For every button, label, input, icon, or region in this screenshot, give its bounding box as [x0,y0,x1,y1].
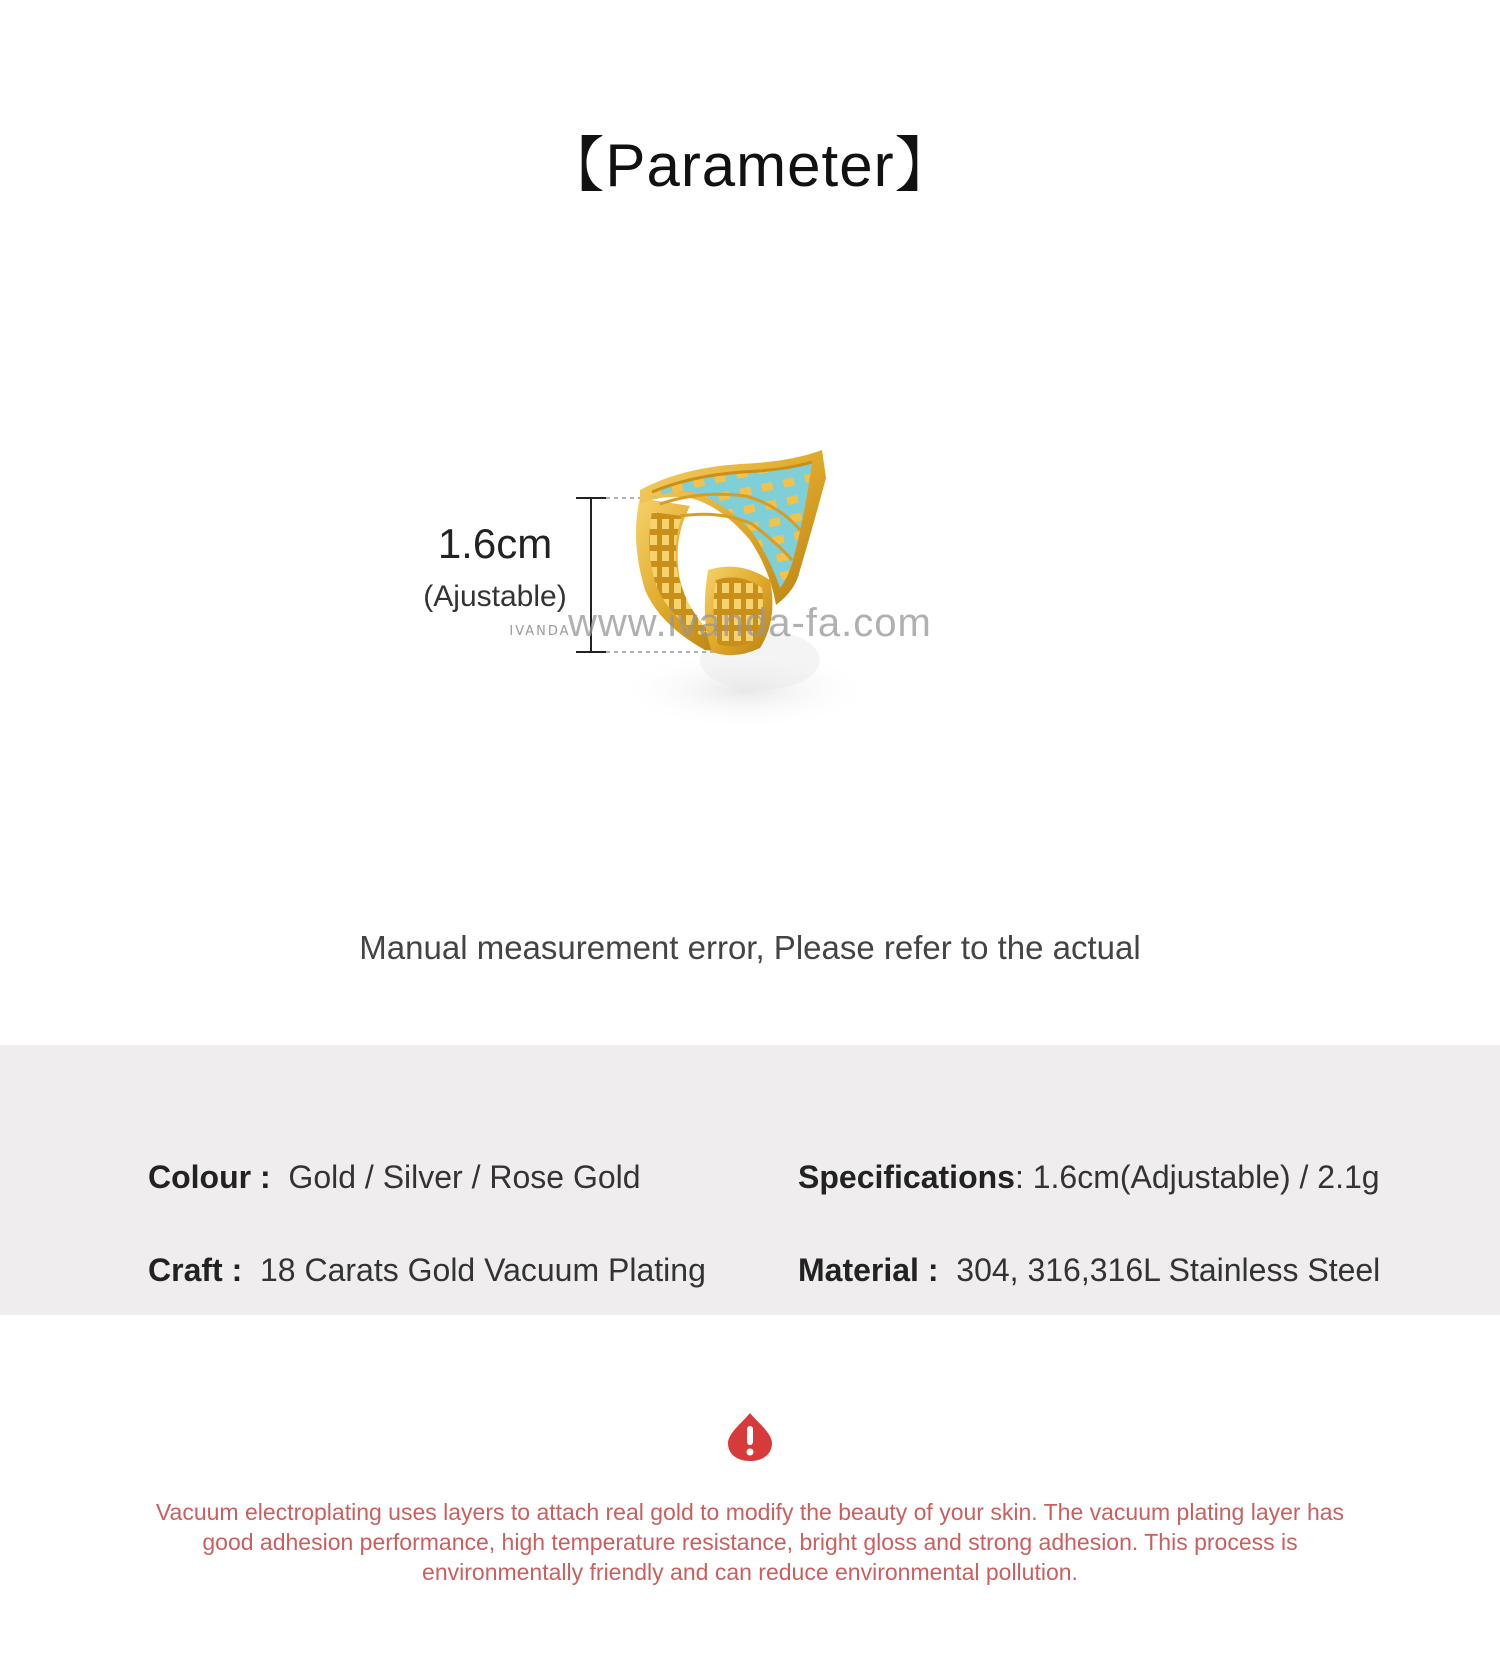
spec-craft-separator: : [222,1252,260,1288]
spec-material-separator: : [918,1252,957,1288]
plating-note: Vacuum electroplating uses layers to attach real gold to modify the beauty of your skin. The vacuum plating layer has good adhesion performance, high temperature resistance, bright gloss and strong adhesion. This process is environmentally friendly and can reduce environmental pollution. [155,1499,1345,1585]
spec-specifications-value: 1.6cm(Adjustable) / 2.1g [1032,1159,1380,1195]
spec-material-value: 304, 316,316L Stainless Steel [956,1252,1381,1288]
spec-panel [0,1045,1500,1315]
spec-specifications-separator: : [1014,1159,1033,1195]
spec-colour-value: Gold / Silver / Rose Gold [288,1159,641,1195]
watermark-brand: IVANDA [509,624,571,639]
warning-icon [726,1411,774,1463]
spec-craft-label: Craft [148,1252,223,1288]
spec-specifications [798,1155,1380,1199]
spec-craft [148,1248,706,1292]
spec-colour-separator: : [251,1159,289,1195]
watermark-url: www.ivanda-fa.com [568,601,932,645]
spec-colour [148,1155,641,1199]
spec-material [798,1248,1380,1292]
spec-craft-value: 18 Carats Gold Vacuum Plating [260,1252,706,1288]
spec-colour-label: Colour [148,1159,252,1195]
dimension-note: (Ajustable) [423,580,567,613]
measurement-disclaimer: Manual measurement error, Please refer to the actual [359,929,1141,966]
dimension-value: 1.6cm [437,520,553,567]
spec-specifications-label: Specifications [798,1159,1015,1195]
page-title: 【Parameter】 [544,132,956,199]
spec-material-label: Material [798,1252,919,1288]
